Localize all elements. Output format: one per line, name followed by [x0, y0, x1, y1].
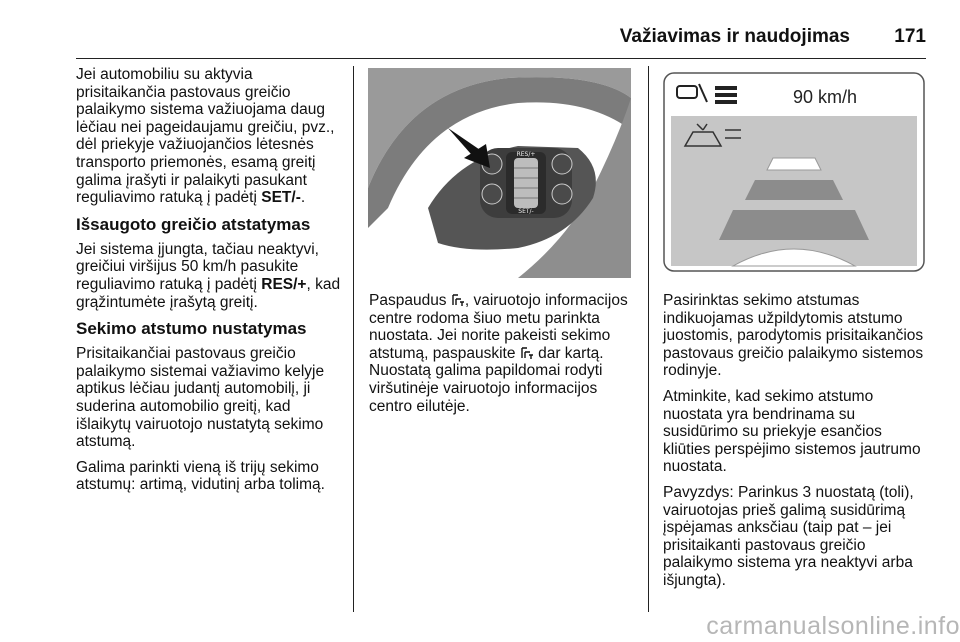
- steering-wheel-illustration: [368, 68, 631, 278]
- heading-restore-speed: Išsaugoto greičio atstatymas: [76, 214, 311, 234]
- set-speed-readout: 90 km/h: [793, 87, 858, 107]
- set-button-label: SET/-: [518, 208, 534, 215]
- column-1: [76, 66, 346, 502]
- paragraph-three-distances: Galima parinkti vieną iš trijų sekimo atstumų: artimą, vidutinį arba tolimą.: [76, 458, 325, 494]
- follow-distance-icon: [451, 293, 465, 307]
- res-button-label: RES/+: [516, 151, 536, 158]
- paragraph-distance-button: Paspaudus , vairuotojo informacijos centre rodoma šiuo metu parinkta nuostata. Jei norite pakeisti sekimo atstumą, paspauskite dar kartą. Nuostatą galima papildomai rodyti viršutinėje vairuotojo informacijos centro eilutėje.: [369, 292, 628, 415]
- res-label: RES/+: [261, 275, 307, 293]
- heading-follow-distance: Sekimo atstumo nustatymas: [76, 319, 307, 339]
- paragraph-selected-distance: Pasirinktas sekimo atstumas indikuojamas užpildytomis atstumo juostomis, parodytomis prisitaikančios pastovaus greičio palaikymo sistemos rodinyje.: [663, 292, 924, 380]
- follow-distance-icon: [520, 346, 534, 360]
- paragraph-follow-distance: Prisitaikančiai pastovaus greičio palaikymo sistemai važiavimo kelyje aptikus lėčiau judantį automobilį, ji suderina automobilio greitį, kad išlaikytų vairuotojo nustatytą sekimo atstumą.: [76, 345, 325, 451]
- steering-wheel-figure: [368, 68, 631, 278]
- column-2: [369, 292, 639, 423]
- column-divider-2: [648, 66, 649, 612]
- paragraph-shared-setting: Atminkite, kad sekimo atstumo nuostata yra bendrinama su susidūrimo su priekyje esančios kliūties perspėjimo sistemos jautrumo nuostata.: [663, 387, 921, 476]
- watermark: carmanualsonline.info: [706, 612, 960, 640]
- header-rule: [76, 58, 926, 59]
- page-header-title: Važiavimas ir naudojimas: [619, 26, 850, 47]
- distance-bars-icon: [715, 86, 737, 104]
- distance-display-illustration: [663, 72, 925, 272]
- display-figure: [663, 72, 925, 272]
- paragraph-example: Pavyzdys: Parinkus 3 nuostatą (toli), vairuotojas prieš galimą susidūrimą įspėjamas anksčiau (taip pat – jei prisitaikanti pastovaus greičio palaikymo sistema yra neaktyvi arba išjungta).: [663, 483, 914, 589]
- paragraph-set-speed: Jei automobiliu su aktyvia prisitaikančia pastovaus greičio palaikymo sistema važiuojama daug lėčiau nei pageidaujamu greičiu, pvz., dėl priekyje važiuojančios lėtesnės transporto priemonės, esamą greitį galima įrašyti ir palaikyti pasukant reguliavimo ratuką į padėtį SET/-.: [76, 66, 335, 207]
- column-3: [663, 292, 933, 598]
- column-divider-1: [353, 66, 354, 612]
- set-label: SET/-: [261, 189, 301, 207]
- paragraph-restore-speed: Jei sistema įjungta, tačiau neaktyvi, greičiui viršijus 50 km/h pasukite reguliavimo ratuką į padėtį RES/+, kad grąžintumėte įrašytą greitį.: [76, 240, 341, 311]
- page-number: 171: [894, 26, 926, 47]
